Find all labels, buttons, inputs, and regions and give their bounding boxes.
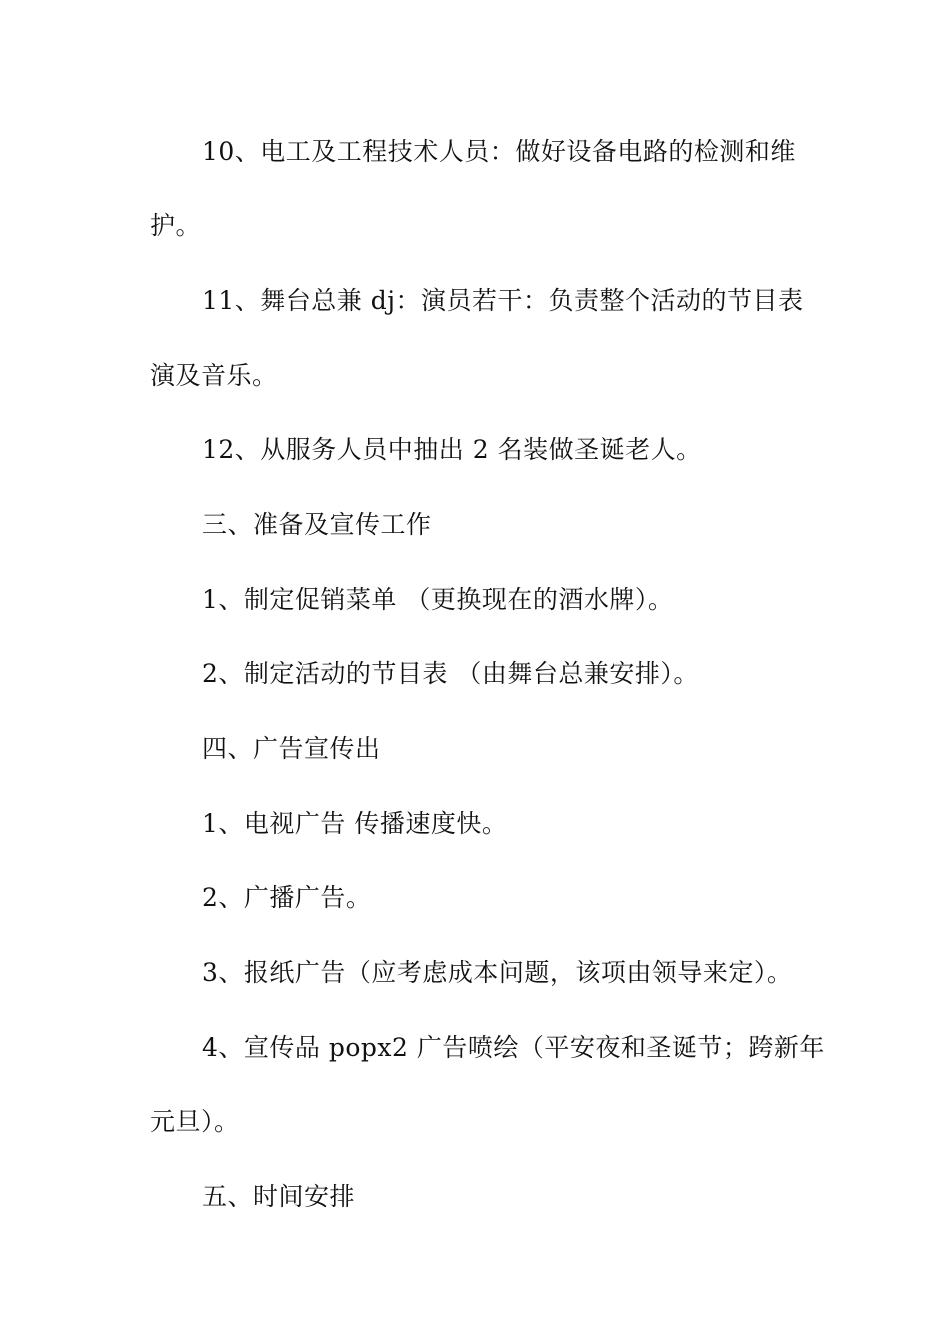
paragraph-line: 1、电视广告 传播速度快。 (202, 809, 508, 838)
paragraph-line: 1、制定促销菜单 （更换现在的酒水牌）。 (202, 585, 674, 614)
paragraph-line: 10、电工及工程技术人员：做好设备电路的检测和维 (202, 137, 796, 166)
section-heading: 四、广告宣传出 (202, 734, 381, 763)
section-heading: 三、准备及宣传工作 (202, 510, 432, 539)
paragraph-line: 4、宣传品 popx2 广告喷绘（平安夜和圣诞节；跨新年 (202, 1033, 825, 1062)
paragraph-line: 2、广播广告。 (202, 883, 372, 912)
section-heading: 五、时间安排 (202, 1182, 356, 1211)
paragraph-line: 护。 (150, 211, 202, 240)
paragraph-line: 演及音乐。 (150, 361, 278, 390)
paragraph-line: 3、报纸广告（应考虑成本问题，该项由领导来定）。 (202, 958, 793, 987)
paragraph-line: 12、从服务人员中抽出 2 名装做圣诞老人。 (202, 435, 702, 464)
paragraph-line: 2、制定活动的节目表 （由舞台总兼安排）。 (202, 659, 699, 688)
paragraph-line: 元旦）。 (150, 1107, 240, 1136)
paragraph-line: 11、舞台总兼 dj：演员若干：负责整个活动的节目表 (202, 286, 804, 315)
